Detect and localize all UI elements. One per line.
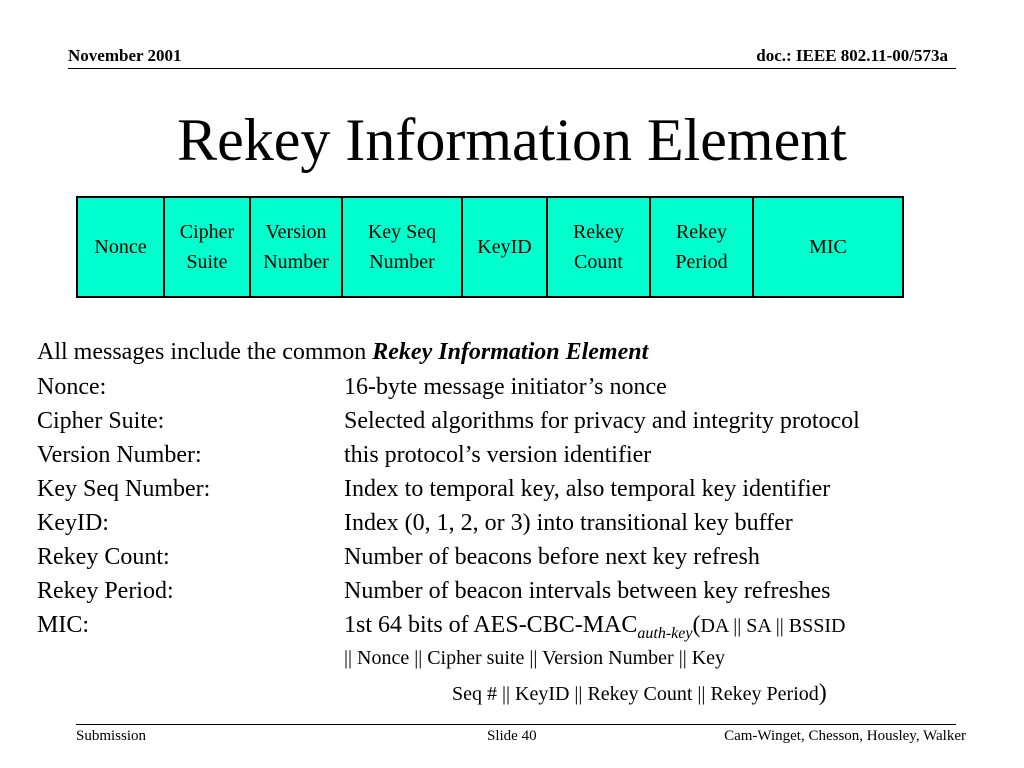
field-label: KeyID bbox=[477, 236, 532, 258]
definition-row bbox=[37, 574, 997, 608]
field-label-line2: Number bbox=[263, 251, 329, 273]
definition-row-mic bbox=[37, 608, 997, 642]
mic-open-paren: ( bbox=[692, 612, 701, 638]
field-version-number bbox=[251, 198, 343, 296]
field-keyid bbox=[463, 198, 548, 296]
field-key-seq-number bbox=[343, 198, 463, 296]
field-rekey-count bbox=[548, 198, 651, 296]
definition-row bbox=[37, 404, 997, 438]
definition-row bbox=[37, 472, 997, 506]
definition-term: KeyID: bbox=[37, 510, 109, 536]
field-label-line1: Cipher bbox=[179, 221, 235, 243]
definition-text: Number of beacon intervals between key refreshes bbox=[344, 578, 831, 604]
definitions-block bbox=[37, 334, 997, 642]
definition-term: Rekey Count: bbox=[37, 544, 170, 570]
definition-term: Key Seq Number: bbox=[37, 476, 211, 502]
definition-term: Version Number: bbox=[37, 442, 202, 468]
mic-args-line2: || Nonce || Cipher suite || Version Number || Key bbox=[344, 647, 726, 669]
field-format-diagram bbox=[76, 196, 904, 298]
intro-text: All messages include the common bbox=[37, 339, 373, 365]
definition-text: Index (0, 1, 2, or 3) into transitional key buffer bbox=[344, 510, 793, 536]
footer-rule bbox=[76, 724, 956, 725]
definition-term: MIC: bbox=[37, 612, 90, 638]
field-label-line1: Rekey bbox=[675, 221, 728, 243]
definition-text: Number of beacons before next key refresh bbox=[344, 544, 760, 570]
slide-number: Slide 40 bbox=[487, 728, 537, 744]
field-mic bbox=[754, 198, 902, 296]
definition-row bbox=[37, 370, 997, 404]
definition-row bbox=[37, 506, 997, 540]
mic-subscript: auth-key bbox=[637, 625, 693, 642]
field-label-line1: Key Seq bbox=[367, 221, 437, 243]
field-rekey-period bbox=[651, 198, 754, 296]
field-label-line2: Suite bbox=[186, 251, 228, 273]
field-nonce bbox=[78, 198, 165, 296]
mic-args-line1: DA || SA || BSSID bbox=[700, 615, 846, 637]
definition-text: Selected algorithms for privacy and integrity protocol bbox=[344, 408, 860, 434]
definition-term: Cipher Suite: bbox=[37, 408, 165, 434]
field-label-line2: Number bbox=[369, 251, 435, 273]
field-label: MIC bbox=[809, 236, 847, 258]
field-label-line2: Period bbox=[675, 251, 728, 273]
mic-close-paren: ) bbox=[818, 680, 827, 706]
definition-row bbox=[37, 540, 997, 574]
definition-text: Index to temporal key, also temporal key identifier bbox=[344, 476, 831, 502]
intro-line bbox=[37, 334, 997, 370]
footer-authors: Cam-Winget, Chesson, Housley, Walker bbox=[724, 728, 966, 744]
header-date: November 2001 bbox=[68, 46, 182, 65]
field-label-line1: Version bbox=[265, 221, 327, 243]
footer-left: Submission bbox=[76, 728, 147, 744]
definition-text: 16-byte message initiator’s nonce bbox=[344, 374, 667, 400]
mic-prefix: 1st 64 bits of AES-CBC-MAC bbox=[344, 612, 638, 638]
field-label: Nonce bbox=[94, 236, 147, 258]
field-label-line1: Rekey bbox=[572, 221, 625, 243]
header-doc-id: doc.: IEEE 802.11-00/573a bbox=[756, 46, 948, 65]
field-label-line2: Count bbox=[574, 251, 623, 273]
field-cipher-suite bbox=[165, 198, 251, 296]
mic-definition bbox=[344, 608, 845, 645]
intro-emphasis: Rekey Information Element bbox=[372, 339, 649, 365]
header-rule bbox=[68, 68, 956, 69]
slide-title: Rekey Information Element bbox=[177, 107, 847, 173]
mic-args-line3: Seq # || KeyID || Rekey Count || Rekey Period bbox=[452, 683, 819, 705]
mic-args-line3-wrap bbox=[452, 680, 827, 707]
definition-term: Rekey Period: bbox=[37, 578, 174, 604]
definition-row bbox=[37, 438, 997, 472]
definition-term: Nonce: bbox=[37, 374, 107, 400]
definition-text: this protocol’s version identifier bbox=[344, 442, 652, 468]
